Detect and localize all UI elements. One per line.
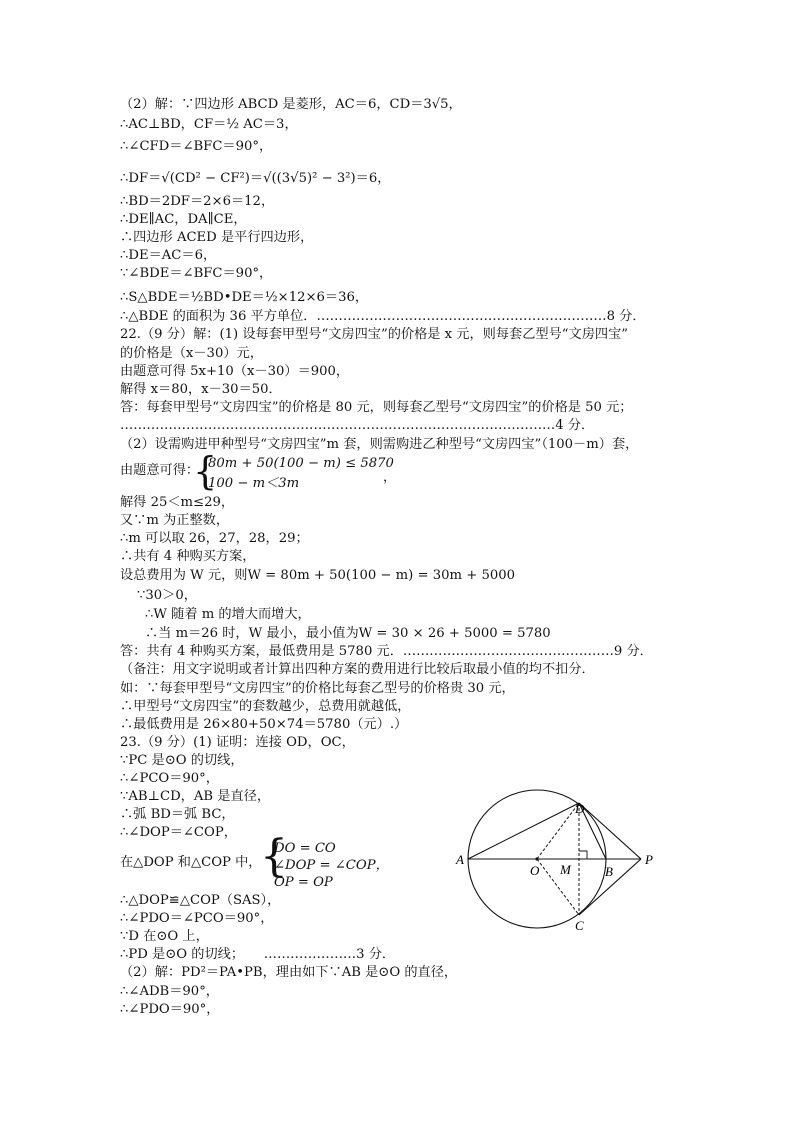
q23-line: ∴∠DOP＝∠COP， xyxy=(120,825,237,840)
q21-line: ∴∠CFD＝∠BFC＝90°， xyxy=(120,139,273,154)
q22-line: ∵30＞0， xyxy=(137,588,197,603)
q22-line: ∴m 可以取 26，27，28，29； xyxy=(120,531,309,546)
q22-line: ∴最低费用是 26×80+50×74＝5780（元）.） xyxy=(120,717,408,732)
system-comma: ， xyxy=(383,470,397,485)
q23-line: ∴弧 BD＝弧 BC， xyxy=(120,807,235,822)
q21-line: ∴△BDE 的面积为 36 平方单位．…………………………………………………………8 分． xyxy=(120,309,646,324)
tangent-pd xyxy=(579,803,641,859)
q22-line: 22.（9 分）解：(1) 设每套甲型号“文房四宝”的价格是 x 元，则每套乙型号“文房四宝” xyxy=(120,327,629,342)
q22-line: 设总费用为 W 元，则W = 80m + 50(100 − m) = 30m + 5000 xyxy=(120,568,516,583)
q23-line: ∵AB⊥CD，AB 是直径， xyxy=(120,789,271,804)
label-d: D xyxy=(575,801,585,816)
q22-line: 解得 25＜m≤29， xyxy=(120,495,235,510)
q21-line: ∴四边形 ACED 是平行四边形， xyxy=(120,230,314,245)
point-o xyxy=(535,857,538,860)
q23-line: 在△DOP 和△COP 中， xyxy=(120,855,262,870)
q22-line: 又∵m 为正整数， xyxy=(120,513,230,528)
segment-oc xyxy=(537,859,579,915)
equation-2: ∠DOP = ∠COP， xyxy=(274,858,389,873)
q21-line: （2）解：∵四边形 ABCD 是菱形，AC＝6，CD＝3√5， xyxy=(120,97,462,112)
label-m: M xyxy=(560,862,571,877)
q22-line: 答：每套甲型号“文房四宝”的价格是 80 元，则每套乙型号“文房四宝”的价格是 50 元； xyxy=(120,400,633,415)
label-a: A xyxy=(456,852,464,867)
q23-line: ∵D 在⊙O 上， xyxy=(120,929,209,944)
system-brace: { xyxy=(260,831,288,882)
inequality-2: 100 − m＜3m xyxy=(208,476,300,491)
inequality-1: 80m + 50(100 − m) ≤ 5870 xyxy=(208,456,394,471)
q21-line: ∵∠BDE＝∠BFC＝90°， xyxy=(120,266,273,281)
circle-geometry-figure xyxy=(455,801,665,935)
q22-line: 解得 x＝80，x－30＝50． xyxy=(120,382,282,397)
q22-line: （2）设需购进甲种型号“文房四宝”m 套，则需购进乙种型号“文房四宝”（100－m）套， xyxy=(120,437,639,452)
q22-line: ………………………………………………………………………………………4 分． xyxy=(120,418,595,433)
system-brace: { xyxy=(193,449,218,493)
q22-line: （备注：用文字说明或者计算出四种方案的费用进行比较后取最小值的均不扣分． xyxy=(120,662,595,677)
right-angle-mark xyxy=(579,851,587,859)
q23-line: ∴△DOP≌△COP（SAS）， xyxy=(120,893,281,908)
q22-line: ∴甲型号“文房四宝”的套数越少，总费用就越低， xyxy=(120,699,411,714)
q21-line: ∴AC⊥BD，CF＝½ AC＝3， xyxy=(120,117,298,132)
q22-line: 的价格是（x－30）元， xyxy=(120,346,263,361)
q22-line: 答：共有 4 种购买方案，最低费用是 5780 元．…………………………………………9 分． xyxy=(120,644,653,659)
q23-line: ∴PD 是⊙O 的切线； …………………3 分． xyxy=(120,947,396,962)
q21-line: ∴DF＝√(CD² − CF²)＝√((3√5)² − 3²)＝6， xyxy=(120,171,391,186)
segment-od xyxy=(537,803,579,859)
q23-line: ∴∠PCO＝90°， xyxy=(120,771,219,786)
q23-line: ∴∠ADB＝90°， xyxy=(120,984,219,999)
q22-line: ∴共有 4 种购买方案， xyxy=(120,549,256,564)
q21-line: ∴S△BDE＝½BD•DE＝½×12×6＝36， xyxy=(120,290,369,305)
equation-3: OP = OP xyxy=(274,875,333,890)
q23-line: ∵PC 是⊙O 的切线， xyxy=(120,753,244,768)
q22-line: ∴W 随着 m 的增大而增大， xyxy=(145,607,311,622)
equation-1: DO = CO xyxy=(274,841,336,856)
q22-line: 由题意可得 5x+10（x－30）＝900， xyxy=(120,364,350,379)
q21-line: ∴DE＝AC＝6， xyxy=(120,248,217,263)
q23-line: （2）解：PD²＝PA•PB，理由如下∵AB 是⊙O 的直径， xyxy=(120,965,458,980)
q22-line: ∴当 m＝26 时，W 最小，最小值为W = 30 × 26 + 5000 = 5780 xyxy=(145,626,551,641)
q23-line: ∴∠PDO＝∠PCO＝90°， xyxy=(120,911,274,926)
label-o: O xyxy=(530,863,540,878)
q23-line: ∴∠PDO＝90°， xyxy=(120,1002,220,1017)
chord-ad xyxy=(468,803,579,859)
q22-line: 由题意可得： xyxy=(120,463,200,478)
q22-line: 如：∵每套甲型号“文房四宝”的价格比每套乙型号的价格贵 30 元， xyxy=(120,681,515,696)
q21-line: ∴BD＝2DF＝2×6＝12， xyxy=(120,194,275,209)
label-b: B xyxy=(605,864,613,879)
label-p: P xyxy=(645,852,653,867)
q23-line: 23.（9 分）(1) 证明：连接 OD，OC， xyxy=(120,735,355,750)
q21-line: ∴DE∥AC，DA∥CE， xyxy=(120,212,247,227)
label-c: C xyxy=(575,918,584,933)
